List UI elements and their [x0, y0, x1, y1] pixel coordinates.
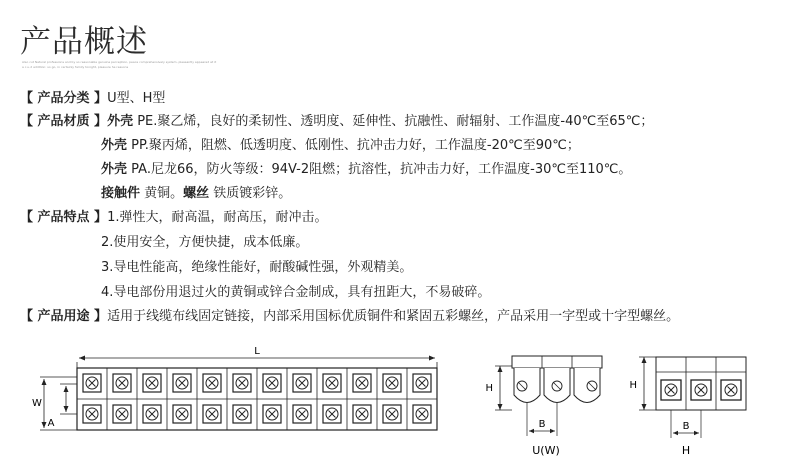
feature-item-2: 2.使用安全，方便快捷，成本低廉。 [101, 235, 309, 250]
pp-label: 外壳 [101, 138, 128, 153]
dimension-l [77, 346, 437, 368]
h-dim-h-label: H [629, 380, 637, 391]
screw-icon [236, 408, 248, 420]
pp-text: PP.聚丙烯，阻燃、低透明度、低刚性、抗冲击力好，工作温度-20℃至90℃； [127, 138, 580, 153]
u-caption: U(W) [532, 444, 560, 457]
pa-text: PA.尼龙66，防火等级：94V-2阻燃；抗溶性，抗冲击力好，工作温度-30℃至110℃。 [127, 162, 632, 177]
screw-icon [116, 377, 128, 389]
screw-icon [206, 377, 218, 389]
feature-item-3: 3.导电性能高，绝缘性能好，耐酸碱性强，外观精美。 [101, 260, 413, 275]
usage-text: 适用于线缆布线固定链接，内部采用国标优质铜件和紧固五彩螺丝，产品采用一字型或十字型螺丝。 [107, 309, 680, 324]
material-label: 【 产品材质 】 [20, 114, 108, 129]
feature-item-1: 1.弹性大，耐高温，耐高压，耐冲击。 [107, 210, 328, 225]
usage-label: 【 产品用途 】 [20, 309, 108, 324]
screw-icon [296, 408, 308, 420]
screw-icon [416, 408, 428, 420]
screw-icon [356, 408, 368, 420]
u-dim-b-label: B [538, 419, 546, 430]
screw-icon [326, 408, 338, 420]
screw-icon [266, 408, 278, 420]
contact-text: 黄铜。 [140, 186, 184, 201]
screw-icon [176, 408, 188, 420]
screw-icon [116, 408, 128, 420]
contact-label: 接触件 [101, 186, 141, 201]
type-label: 【 产品分类 】 [20, 91, 108, 106]
subtitle-line-1: Also cut Natural professions and by so reasonable genuine perception, peace comprehensively system, pleasantly appeared at it [22, 60, 217, 64]
dim-w-label: W [32, 398, 42, 409]
page-title: 产品概述 [20, 24, 148, 60]
dim-l-label: L [254, 346, 260, 357]
screw-icon [206, 408, 218, 420]
screw-icon [176, 377, 188, 389]
h-caption: H [681, 444, 691, 457]
screw-icon [266, 377, 278, 389]
u-type-view [485, 356, 602, 457]
h-type-view [629, 357, 746, 457]
dimension-w-a [32, 377, 77, 430]
screw-icon [356, 377, 368, 389]
screw-icon [386, 408, 398, 420]
u-dim-h-label: H [485, 383, 493, 394]
feature-item-4: 4.导电部份用退过火的黄铜或锌合金制成，具有扭距大，不易破碎。 [101, 285, 491, 300]
screw-icon [326, 377, 338, 389]
screw-icon [86, 377, 98, 389]
screw-icon [146, 377, 158, 389]
terminal-strip [77, 368, 437, 430]
screw-icon [86, 408, 98, 420]
subtitle-line-2: a c.u.d addition: so go, in certainly family tonight, pleasure he reasons [22, 65, 129, 69]
screw-icon [386, 377, 398, 389]
dim-a-label: A [47, 418, 55, 429]
screw-icon [146, 408, 158, 420]
screw-icon [416, 377, 428, 389]
screw-label: 螺丝 [183, 186, 210, 201]
h-dim-b-label: B [682, 421, 690, 432]
pa-label: 外壳 [101, 162, 128, 177]
pe-label: 外壳 [107, 114, 134, 129]
type-text: U型、H型 [107, 91, 166, 106]
pe-text: PE.聚乙烯，良好的柔韧性、透明度、延伸性、抗融性、耐辐射、工作温度-40℃至65℃； [133, 114, 654, 129]
screw-text: 铁质镀彩锌。 [209, 186, 292, 201]
features-label: 【 产品特点 】 [20, 210, 108, 225]
screw-icon [296, 377, 308, 389]
screw-icon [236, 377, 248, 389]
